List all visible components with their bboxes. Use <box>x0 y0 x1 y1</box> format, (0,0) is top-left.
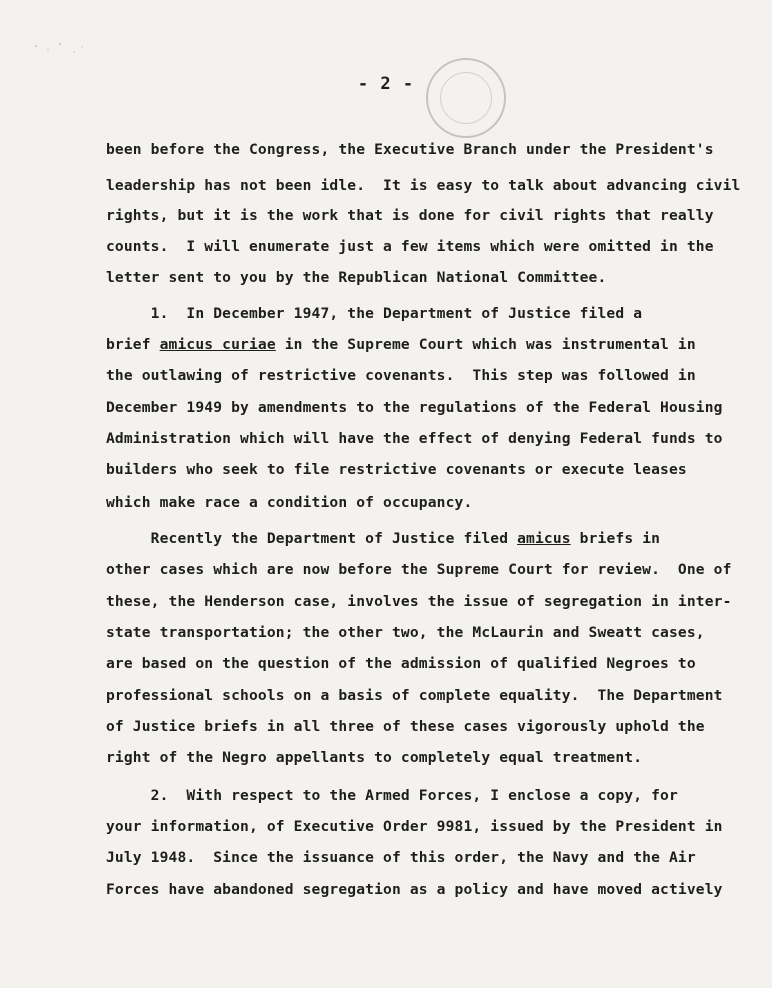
text-line: Forces have abandoned segregation as a policy and have moved actively <box>106 881 723 898</box>
underlined-term: amicus curiae <box>159 336 276 353</box>
text-run: briefs in <box>570 530 661 547</box>
text-line <box>106 336 696 353</box>
text-line: leadership has not been idle. It is easy to talk about advancing civil <box>106 177 741 194</box>
text-run: in the Supreme Court which was instrumental in <box>275 336 696 353</box>
text-run: brief <box>106 336 160 353</box>
text-line: builders who seek to file restrictive covenants or execute leases <box>106 461 687 478</box>
scan-specks <box>30 38 90 68</box>
text-line: professional schools on a basis of complete equality. The Department <box>106 687 723 704</box>
text-line: December 1949 by amendments to the regulations of the Federal Housing <box>106 399 723 416</box>
text-line: been before the Congress, the Executive Branch under the President's <box>106 141 714 158</box>
text-line: state transportation; the other two, the McLaurin and Sweatt cases, <box>106 624 705 641</box>
text-line: are based on the question of the admission of qualified Negroes to <box>106 655 696 672</box>
text-line: right of the Negro appellants to completely equal treatment. <box>106 749 643 766</box>
text-line: the outlawing of restrictive covenants. This step was followed in <box>106 367 696 384</box>
text-line: counts. I will enumerate just a few items which were omitted in the <box>106 238 714 255</box>
text-line: of Justice briefs in all three of these cases vigorously uphold the <box>106 718 705 735</box>
underlined-term: amicus <box>517 530 571 547</box>
text-line <box>106 530 660 547</box>
text-line: 1. In December 1947, the Department of Justice filed a <box>106 305 643 322</box>
text-line: 2. With respect to the Armed Forces, I enclose a copy, for <box>106 787 678 804</box>
text-line: rights, but it is the work that is done for civil rights that really <box>106 207 714 224</box>
text-line: your information, of Executive Order 9981, issued by the President in <box>106 818 723 835</box>
text-line: letter sent to you by the Republican National Committee. <box>106 269 607 286</box>
text-line: July 1948. Since the issuance of this order, the Navy and the Air <box>106 849 696 866</box>
text-line: these, the Henderson case, involves the issue of segregation in inter- <box>106 593 732 610</box>
text-line: other cases which are now before the Supreme Court for review. One of <box>106 561 732 578</box>
text-run: Recently the Department of Justice filed <box>106 530 518 547</box>
archive-stamp-seal <box>426 58 506 138</box>
page-number: - 2 - <box>357 74 415 94</box>
text-line: Administration which will have the effect of denying Federal funds to <box>106 430 723 447</box>
text-line: which make race a condition of occupancy. <box>106 494 473 511</box>
